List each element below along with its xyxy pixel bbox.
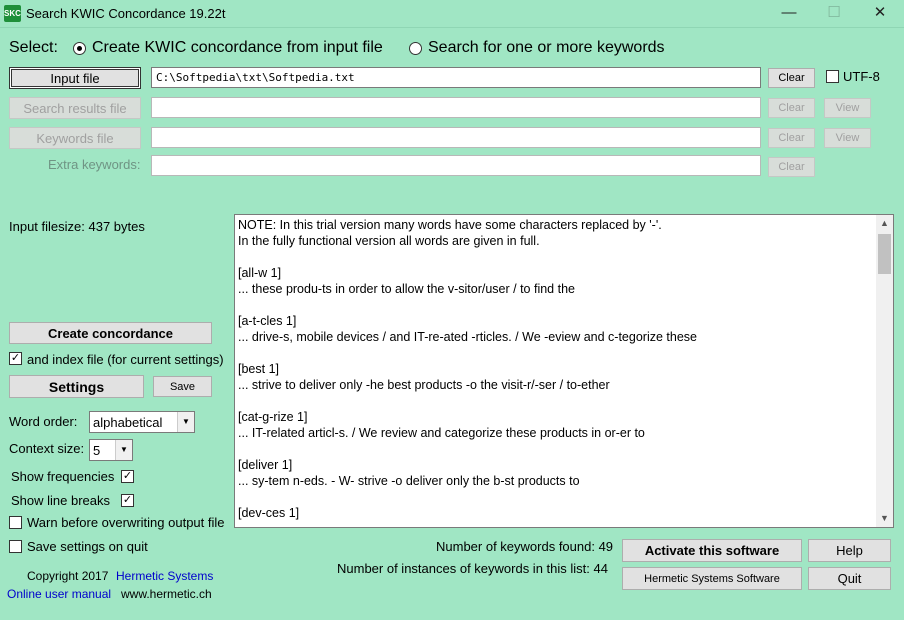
- vertical-scrollbar[interactable]: [876, 215, 893, 527]
- context-size-select[interactable]: [89, 439, 133, 461]
- output-line: [238, 441, 873, 457]
- radio-create-label[interactable]: Create KWIC concordance from input file: [92, 39, 383, 56]
- index-file-checkbox[interactable]: ✓: [10, 352, 21, 364]
- word-order-select[interactable]: [89, 411, 195, 433]
- output-line: [cat-g-rize 1]: [238, 410, 308, 424]
- output-line: ... sy-tem n-eds. - W- strive -o deliver only the b-st products to: [238, 474, 580, 488]
- output-line: [a-t-cles 1]: [238, 314, 297, 328]
- output-line: ... strive to deliver only -he best products -o the visit-r/-ser / to-ether: [238, 378, 610, 392]
- index-file-label: and index file (for current settings): [27, 352, 224, 367]
- warn-overwrite-label: Warn before overwriting output file: [27, 515, 225, 530]
- radio-search[interactable]: [409, 42, 422, 55]
- radio-create[interactable]: [73, 42, 86, 55]
- output-line: [238, 345, 873, 361]
- clear-keywords-button[interactable]: Clear: [768, 128, 815, 148]
- show-frequencies-label: Show frequencies: [11, 469, 115, 484]
- search-results-file-button[interactable]: Search results file: [9, 97, 141, 119]
- maximize-icon[interactable]: ☐: [827, 4, 841, 21]
- output-line: [best 1]: [238, 362, 279, 376]
- clear-extra-keywords-button[interactable]: Clear: [768, 157, 815, 177]
- keywords-found-count: Number of keywords found: 49: [436, 539, 614, 554]
- output-line: [238, 297, 873, 313]
- close-icon[interactable]: ✕: [873, 4, 887, 21]
- show-line-breaks-checkbox[interactable]: ✓: [122, 494, 133, 506]
- settings-button[interactable]: Settings: [9, 375, 144, 398]
- activate-button[interactable]: Activate this software: [622, 539, 802, 562]
- input-file-value: C:\Softpedia\txt\Softpedia.txt: [156, 71, 355, 84]
- save-on-quit-checkbox[interactable]: [9, 540, 22, 553]
- chevron-down-icon: ▼: [115, 440, 132, 460]
- window-title: Search KWIC Concordance 19.22t: [26, 6, 226, 21]
- input-file-button[interactable]: Input file: [9, 67, 141, 89]
- output-line: [deliver 1]: [238, 458, 293, 472]
- hermetic-software-button[interactable]: Hermetic Systems Software: [622, 567, 802, 590]
- save-settings-button[interactable]: Save: [153, 376, 212, 397]
- scroll-up-icon[interactable]: ▲: [880, 218, 889, 228]
- clear-input-button[interactable]: Clear: [768, 68, 815, 88]
- word-order-label: Word order:: [9, 414, 78, 429]
- create-concordance-button[interactable]: Create concordance: [9, 322, 212, 344]
- view-search-results-button[interactable]: View: [824, 98, 871, 118]
- output-line: [dev-ces 1]: [238, 506, 300, 520]
- output-line: In the fully functional version all words are given in full.: [238, 234, 540, 248]
- scroll-thumb[interactable]: [878, 234, 891, 274]
- view-keywords-button[interactable]: View: [824, 128, 871, 148]
- help-button[interactable]: Help: [808, 539, 891, 562]
- show-frequencies-checkbox[interactable]: ✓: [122, 470, 133, 482]
- word-order-value: alphabetical: [93, 415, 163, 430]
- extra-keywords-field[interactable]: [151, 155, 761, 176]
- output-line: ... IT-related articl-s. / We review and categorize these products in or-er to: [238, 426, 645, 440]
- output-line: NOTE: In this trial version many words have some characters replaced by '-'.: [238, 218, 662, 232]
- context-size-label: Context size:: [9, 441, 85, 456]
- utf8-checkbox[interactable]: [826, 70, 839, 83]
- output-line: [238, 393, 873, 409]
- context-size-value: 5: [93, 443, 101, 458]
- app-icon: SKC: [4, 5, 21, 22]
- minimize-icon[interactable]: —: [781, 4, 797, 21]
- output-line: [238, 489, 873, 505]
- instances-count: Number of instances of keywords in this list: 44: [337, 561, 608, 576]
- quit-button[interactable]: Quit: [808, 567, 891, 590]
- search-results-field[interactable]: [151, 97, 761, 118]
- scroll-down-icon[interactable]: ▼: [880, 513, 889, 523]
- show-line-breaks-label: Show line breaks: [11, 493, 110, 508]
- keywords-file-field[interactable]: [151, 127, 761, 148]
- output-line: ... drive-s, mobile devices / and IT-re-ated -rticles. / We -eview and c-tegorize these: [238, 330, 697, 344]
- output-line: ... these produ-ts in order to allow the v-sitor/user / to find the: [238, 282, 575, 296]
- save-on-quit-label: Save settings on quit: [27, 539, 148, 554]
- concordance-output[interactable]: [234, 214, 894, 528]
- select-label: Select:: [9, 39, 58, 56]
- utf8-label: UTF-8: [843, 69, 880, 84]
- chevron-down-icon: ▼: [177, 412, 194, 432]
- clear-search-results-button[interactable]: Clear: [768, 98, 815, 118]
- website-text: www.hermetic.ch: [121, 587, 212, 601]
- input-file-field[interactable]: [151, 67, 761, 88]
- output-line: [238, 249, 873, 265]
- output-line: [all-w 1]: [238, 266, 282, 280]
- hermetic-systems-link[interactable]: Hermetic Systems: [116, 569, 214, 583]
- output-text: [238, 217, 873, 521]
- input-filesize: Input filesize: 437 bytes: [9, 219, 145, 234]
- online-manual-link[interactable]: Online user manual: [7, 587, 112, 601]
- keywords-file-button[interactable]: Keywords file: [9, 127, 141, 149]
- copyright-text: Copyright 2017: [27, 569, 109, 583]
- radio-search-label[interactable]: Search for one or more keywords: [428, 39, 665, 56]
- warn-overwrite-checkbox[interactable]: [9, 516, 22, 529]
- extra-keywords-label: Extra keywords:: [48, 157, 141, 172]
